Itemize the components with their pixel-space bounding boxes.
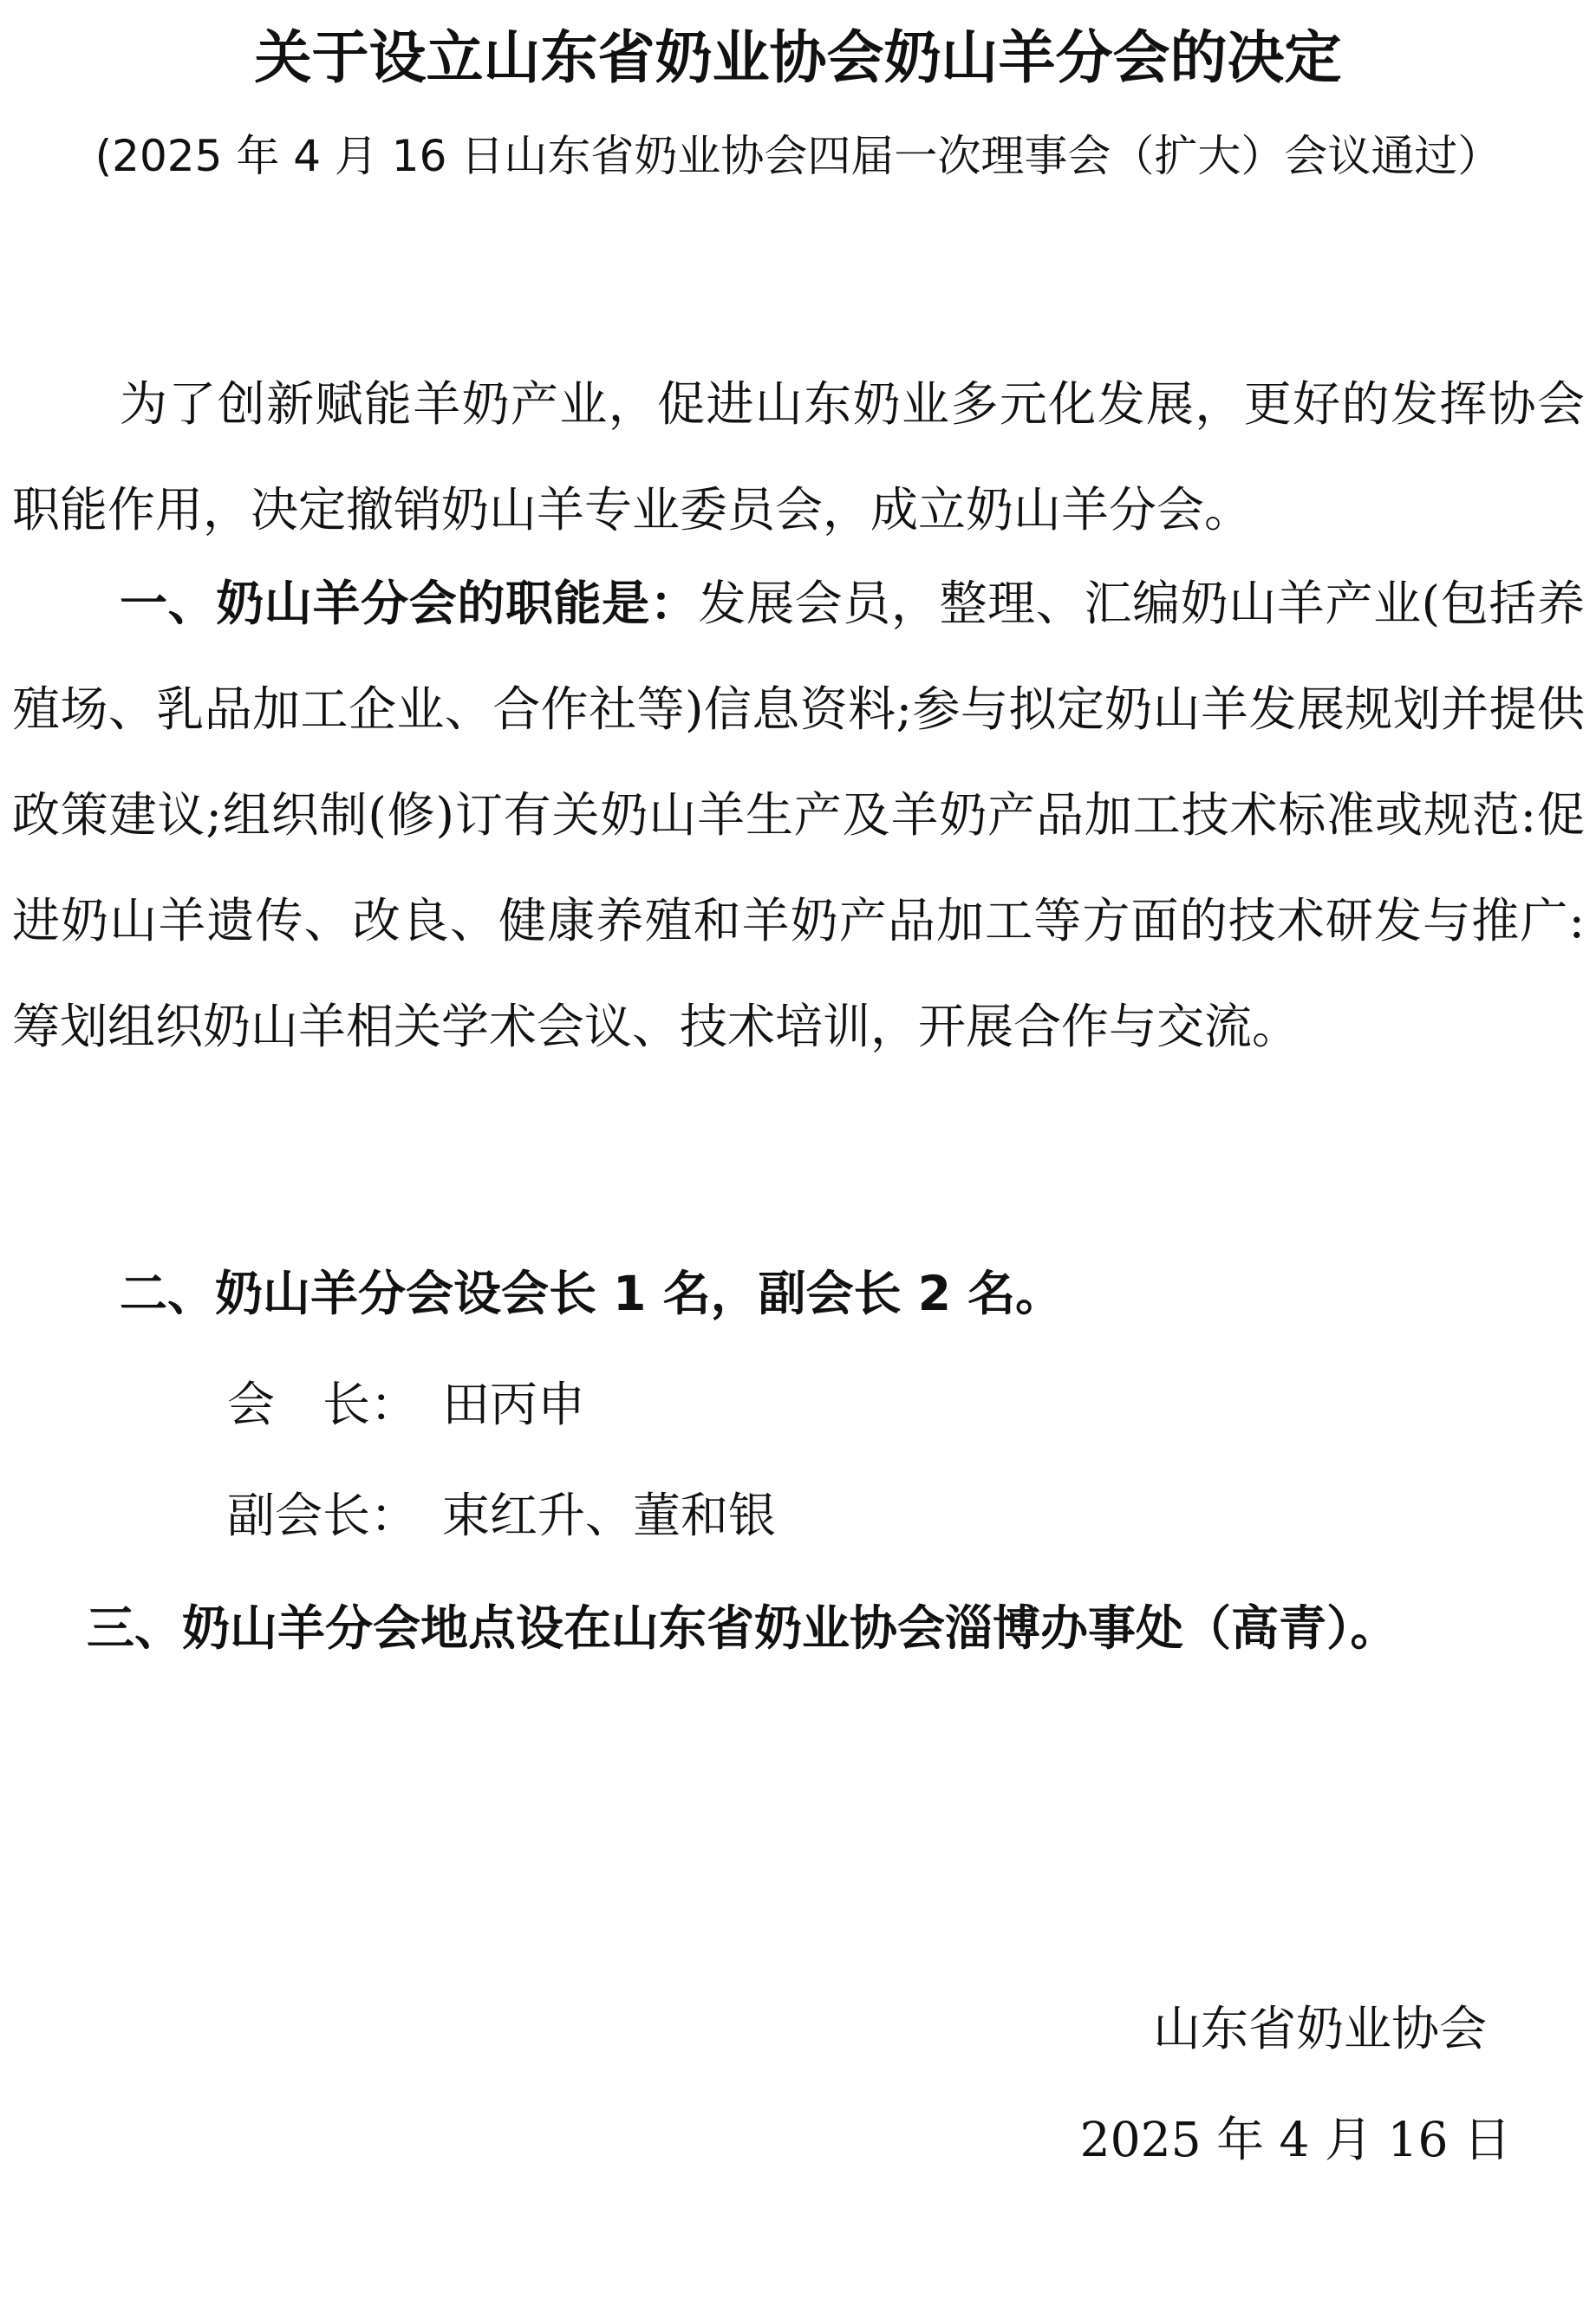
section-three-heading: 三、奶山羊分会地点设在山东省奶业协会淄博办事处（高青）。	[87, 1600, 1398, 1656]
president-label: 会 长：	[227, 1377, 419, 1432]
intro-paragraph: 为了创新赋能羊奶产业，促进山东奶业多元化发展，更好的发挥协会职能作用，决定撤销奶山羊专业委员会，成立奶山羊分会。	[12, 376, 1585, 538]
signature-organization: 山东省奶业协会	[1152, 2001, 1487, 2056]
section-one-body: 发展会员，整理、汇编奶山羊产业(包括养殖场、乳品加工企业、合作社等)信息资料;参与拟定奶山羊发展规划并提供政策建议;组织制(修)订有关奶山羊生产及羊奶产品加工技术标准或规范:促进奶山羊遗传、改良、健康养殖和羊奶产品加工等方面的技术研发与推广:筹划组织奶山羊相关学术会议、技术培训，开展合作与交流。	[12, 576, 1585, 1054]
section-two-heading: 二、奶山羊分会设会长 1 名，副会长 2 名。	[120, 1266, 1064, 1321]
section-one-heading: 一、奶山羊分会的职能是：	[120, 576, 699, 631]
document-subtitle: (2025 年 4 月 16 日山东省奶业协会四届一次理事会（扩大）会议通过）	[94, 131, 1502, 181]
document-title: 关于设立山东省奶业协会奶山羊分会的决定	[254, 24, 1342, 91]
vice-president-label: 副会长：	[227, 1488, 419, 1543]
signature-date: 2025 年 4 月 16 日	[1079, 2112, 1511, 2167]
vice-president-names: 束红升、董和银	[442, 1488, 777, 1543]
president-name: 田丙申	[442, 1377, 586, 1432]
section-one-paragraph	[12, 551, 1585, 1079]
